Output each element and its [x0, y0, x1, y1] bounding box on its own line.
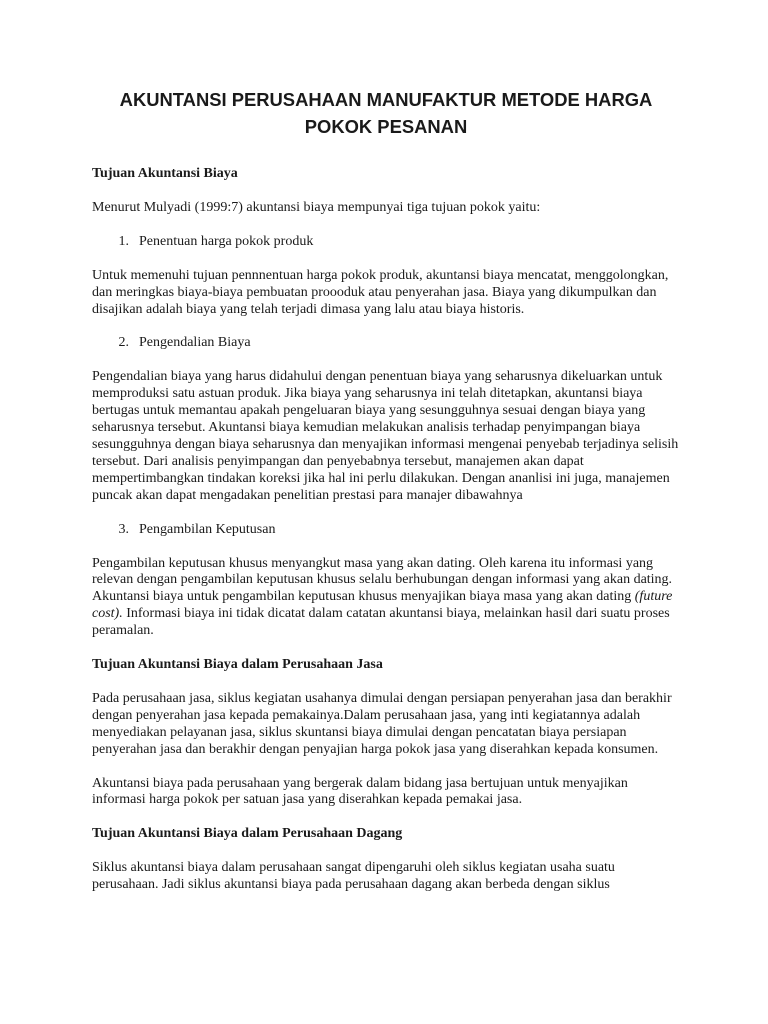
paragraph-jasa-1: Pada perusahaan jasa, siklus kegiatan usahanya dimulai dengan persiapan penyerahan jasa dan berakhir dengan penyerahan jasa kepada pemakainya.Dalam perusahaan jasa, yang inti kegiatannya adalah menyediakan pelayanan jasa, siklus skuntansi biaya dimulai dengan pencatatan biaya persiapan penyerahan jasa dan berakhir dengan penyajian harga pokok jasa yang diserahkan kepada konsumen.: [92, 690, 672, 757]
list-item-2: [92, 335, 680, 352]
paragraph-dagang-1: Siklus akuntansi biaya dalam perusahaan sangat dipengaruhi oleh siklus kegiatan usaha suatu perusahaan. Jadi siklus akuntansi biaya pada perusahaan dagang akan berbeda dengan siklus: [92, 860, 615, 893]
paragraph-pengambilan-keputusan: [92, 556, 680, 641]
list-item-1: [92, 234, 680, 251]
paragraph-text: Informasi biaya ini tidak dicatat dalam catatan akuntansi biaya, melainkan hasil dari suatu proses peramalan.: [92, 606, 670, 639]
paragraph-jasa-2: Akuntansi biaya pada perusahaan yang bergerak dalam bidang jasa bertujuan untuk menyajikan informasi harga pokok per satuan jasa yang diserahkan kepada pemakai jasa.: [92, 775, 628, 808]
paragraph-text: Pengambilan keputusan khusus menyangkut masa yang akan dating. Oleh karena itu informasi yang relevan dengan pengambilan keputusan khusus selalu berhubungan dengan informasi yang akan dating. Akuntansi biaya untuk pengambilan keputusan khusus menyajikan biaya masa yang akan dating: [92, 555, 673, 605]
list-item-3: [92, 522, 680, 539]
document-page: [92, 86, 680, 911]
list-number: 2.: [118, 335, 129, 351]
list-label: Pengendalian Biaya: [139, 335, 251, 351]
intro-paragraph: Menurut Mulyadi (1999:7) akuntansi biaya mempunyai tiga tujuan pokok yaitu:: [92, 199, 541, 215]
list-label: Pengambilan Keputusan: [139, 521, 276, 537]
section-heading-perusahaan-dagang: Tujuan Akuntansi Biaya dalam Perusahaan Dagang: [92, 826, 403, 842]
section-heading-tujuan-akuntansi-biaya: Tujuan Akuntansi Biaya: [92, 166, 238, 181]
list-number: 1.: [118, 233, 129, 249]
list-number: 3.: [118, 521, 129, 537]
italic-term: (future cost).: [92, 589, 673, 622]
paragraph-harga-pokok: Untuk memenuhi tujuan pennnentuan harga pokok produk, akuntansi biaya mencatat, menggolongkan, dan meringkas biaya-biaya pembuatan proooduk atau penyerahan jasa. Biaya yang dikumpulkan dan disajikan adalah biaya yang telah terjadi dimasa yang lalu atau biaya historis.: [92, 267, 669, 317]
section-heading-perusahaan-jasa: Tujuan Akuntansi Biaya dalam Perusahaan Jasa: [92, 657, 383, 673]
list-label: Penentuan harga pokok produk: [139, 233, 314, 249]
paragraph-pengendalian-biaya: Pengendalian biaya yang harus didahului dengan penentuan biaya yang seharusnya dikeluarkan untuk memproduksi satu astuan produk. Jika biaya yang seharusnya ini telah ditetapkan, akuntansi biaya bertugas untuk memantau apakah pengeluaran biaya yang sesungguhnya sesuai dengan biaya yang seharusnya tersebut. Akuntansi biaya kemudian melakukan analisis terhadap penyimpangan biaya sesungguhnya dengan biaya seharusnya dan menyajikan informasi mengenai penyebab terjadinya selisih tersebut. Dari analisis penyimpangan dan penyebabnya tersebut, manajemen akan dapat mempertimbangkan tindakan koreksi jika hal ini perlu dilakukan. Dengan ananlisi ini juga, manajemen puncak akan dapat mengadakan penelitian prestasi para manajer dibawahnya: [92, 369, 679, 503]
document-title: AKUNTANSI PERUSAHAAN MANUFAKTUR METODE HARGA POKOK PESANAN: [119, 89, 653, 137]
